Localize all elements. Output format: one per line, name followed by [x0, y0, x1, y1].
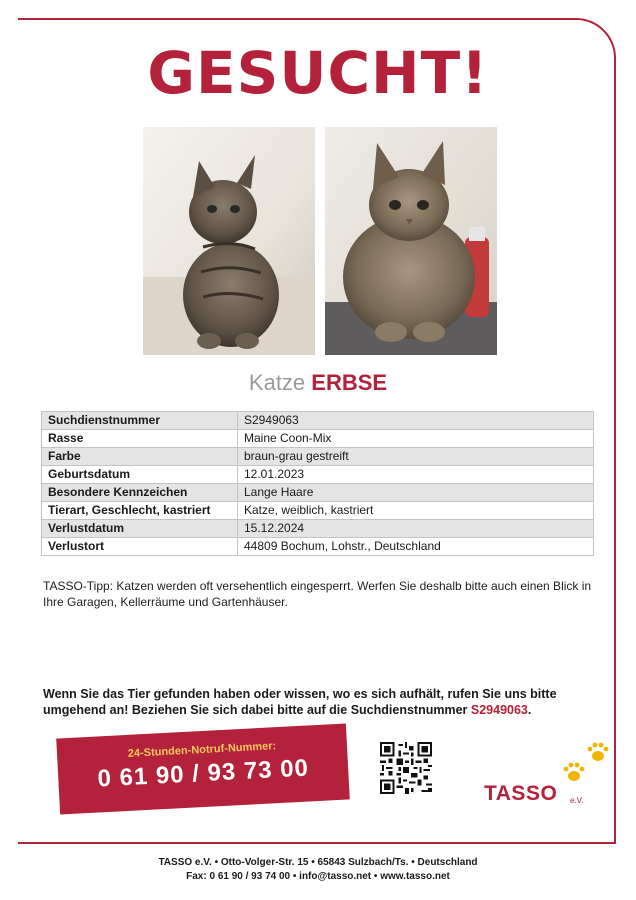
- logo-wordmark: TASSO: [484, 782, 558, 805]
- logo-suffix: e.V.: [570, 796, 584, 805]
- detail-label: Rasse: [42, 430, 238, 448]
- table-row: [42, 484, 594, 502]
- detail-value: 12.01.2023: [238, 466, 594, 484]
- qr-code-icon[interactable]: [380, 742, 432, 794]
- hotline-label: 24-Stunden-Notruf-Nummer:: [127, 740, 277, 760]
- detail-value: Lange Haare: [238, 484, 594, 502]
- tasso-tip: TASSO-Tipp: Katzen werden oft versehentlich eingesperrt. Werfen Sie deshalb bitte auch einen Blick in Ihre Garagen, Kellerräume und Gartenhäuser.: [43, 579, 592, 609]
- hotline-number[interactable]: 0 61 90 / 93 73 00: [96, 754, 310, 793]
- detail-label: Besondere Kennzeichen: [42, 484, 238, 502]
- detail-label: Tierart, Geschlecht, kastriert: [42, 502, 238, 520]
- detail-value: braun-grau gestreift: [238, 448, 594, 466]
- pet-name: ERBSE: [311, 370, 388, 395]
- callout-number: S2949063: [470, 703, 528, 717]
- cat-photo-1: [143, 127, 315, 355]
- detail-value: 44809 Bochum, Lohstr., Deutschland: [238, 538, 594, 556]
- table-row: [42, 502, 594, 520]
- callout-end: .: [527, 703, 532, 717]
- detail-value: 15.12.2024: [238, 520, 594, 538]
- detail-label: Suchdienstnummer: [42, 412, 238, 430]
- table-row: [42, 430, 594, 448]
- cat-photo-2: [325, 127, 497, 355]
- tasso-logo: [484, 742, 614, 812]
- detail-value: S2949063: [238, 412, 594, 430]
- paw-prints-icon: [562, 742, 612, 784]
- detail-label: Geburtsdatum: [42, 466, 238, 484]
- table-row: [42, 466, 594, 484]
- callout-text: Wenn Sie das Tier gefunden haben oder wissen, wo es sich aufhält, rufen Sie uns bitte umgehend an! Beziehen Sie sich dabei bitte auf die Suchdienstnummer: [43, 687, 557, 717]
- detail-label: Verlustort: [42, 538, 238, 556]
- contact-callout: [43, 686, 603, 718]
- details-table: [41, 411, 594, 556]
- pet-species: Katze: [248, 370, 306, 395]
- headline: GESUCHT!: [147, 39, 489, 107]
- hotline-banner: [56, 723, 350, 814]
- detail-value: Katze, weiblich, kastriert: [238, 502, 594, 520]
- detail-label: Verlustdatum: [42, 520, 238, 538]
- table-row: [42, 412, 594, 430]
- footer-address: [0, 856, 636, 884]
- footer-line-2: Fax: 0 61 90 / 93 74 00 • info@tasso.net • www.tasso.net: [186, 871, 450, 882]
- table-row: [42, 520, 594, 538]
- detail-value: Maine Coon-Mix: [238, 430, 594, 448]
- footer-line-1: TASSO e.V. • Otto-Volger-Str. 15 • 65843 Sulzbach/Ts. • Deutschland: [158, 857, 478, 868]
- pet-name-line: [0, 368, 636, 398]
- table-row: [42, 538, 594, 556]
- table-row: [42, 448, 594, 466]
- detail-label: Farbe: [42, 448, 238, 466]
